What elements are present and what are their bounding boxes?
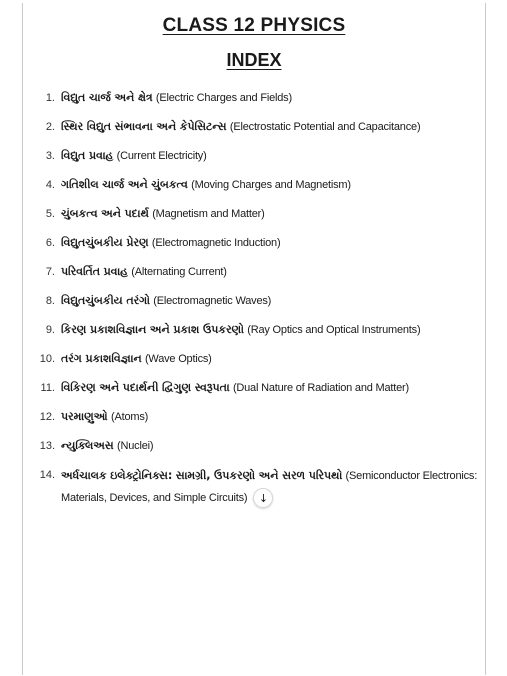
index-number: 5.	[45, 208, 55, 220]
index-item	[33, 175, 479, 195]
index-number: 12.	[39, 411, 55, 423]
index-number: 3.	[45, 150, 55, 162]
chapter-gujarati: ચુંબકત્વ અને પદાર્થ	[61, 207, 149, 220]
chapter-english: (Dual Nature of Radiation and Matter)	[232, 382, 409, 394]
chapter-gujarati: વિકિરણ અને પદાર્થની દ્વિગુણ સ્વરૂપતા	[61, 381, 230, 394]
index-item	[33, 407, 479, 427]
index-number: 11.	[40, 382, 55, 394]
chapter-english: (Moving Charges and Magnetism)	[191, 179, 351, 191]
chapter-gujarati: કિરણ પ્રકાશવિજ્ઞાન અને પ્રકાશ ઉપકરણો	[61, 323, 244, 336]
chapter-gujarati: ન્યુક્લિઅસ	[61, 439, 114, 452]
index-item	[33, 117, 479, 137]
index-item	[33, 233, 479, 253]
chapter-gujarati: વિદ્યુતચુંબકીય પ્રેરણ	[61, 236, 149, 249]
chapter-gujarati: વિદ્યુત ચાર્જ અને ક્ષેત્ર	[61, 91, 153, 104]
chapter-english: (Wave Optics)	[144, 353, 212, 365]
chapter-english: (Electrostatic Potential and Capacitance)	[229, 121, 421, 133]
index-item	[33, 378, 479, 398]
index-item	[33, 465, 479, 509]
chapter-gujarati: ગતિશીલ ચાર્જ અને ચુંબકત્વ	[61, 178, 188, 191]
chapter-english: (Electric Charges and Fields)	[155, 92, 292, 104]
index-number: 8.	[45, 295, 55, 307]
index-item	[33, 146, 479, 166]
index-number: 7.	[45, 266, 55, 278]
index-item	[33, 349, 479, 369]
index-number: 2.	[45, 121, 55, 133]
chapter-english: (Atoms)	[111, 411, 149, 423]
index-number: 9.	[45, 324, 55, 336]
index-number: 13.	[39, 440, 55, 452]
chapter-english: (Nuclei)	[117, 440, 154, 452]
index-number: 10.	[39, 353, 55, 365]
chapter-gujarati: તરંગ પ્રકાશવિજ્ઞાન	[61, 352, 142, 365]
chapter-gujarati: સ્થિર વિદ્યુત સંભાવના અને કેપેસિટન્સ	[61, 120, 227, 133]
index-list	[33, 88, 479, 518]
chapter-english: (Ray Optics and Optical Instruments)	[247, 324, 421, 336]
chapter-english: (Magnetism and Matter)	[152, 208, 265, 220]
chapter-gujarati: અર્ધચાલક ઇલેક્ટ્રોનિક્સ: સામગ્રી, ઉપકરણો અને સરળ પરિપથો	[61, 469, 343, 482]
chapter-english: (Current Electricity)	[116, 150, 207, 162]
document-page	[22, 3, 486, 675]
chapter-gujarati: પરમાણુઓ	[61, 410, 108, 423]
chapter-gujarati: વિદ્યુત પ્રવાહ	[61, 149, 114, 162]
scroll-down-button[interactable]	[253, 488, 273, 508]
arrow-down-icon: ↓	[258, 491, 268, 505]
chapter-english: (Electromagnetic Waves)	[153, 295, 272, 307]
index-item	[33, 204, 479, 224]
chapter-gujarati: પરિવર્તિત પ્રવાહ	[61, 265, 128, 278]
index-item	[33, 262, 479, 282]
index-number: 4.	[45, 179, 55, 191]
index-number: 14.	[39, 469, 55, 481]
index-item	[33, 291, 479, 311]
page-title: CLASS 12 PHYSICS	[162, 15, 346, 36]
index-item	[33, 436, 479, 456]
chapter-gujarati: વિદ્યુતચુંબકીય તરંગો	[61, 294, 150, 307]
chapter-english: (Semiconductor Electronics: Materials, Devices, and Simple Circuits)	[61, 470, 478, 504]
chapter-english: (Alternating Current)	[131, 266, 227, 278]
index-number: 1.	[45, 92, 55, 104]
index-item	[33, 88, 479, 108]
index-heading: INDEX	[226, 50, 282, 70]
index-number: 6.	[45, 237, 55, 249]
index-item	[33, 320, 479, 340]
chapter-english: (Electromagnetic Induction)	[151, 237, 281, 249]
